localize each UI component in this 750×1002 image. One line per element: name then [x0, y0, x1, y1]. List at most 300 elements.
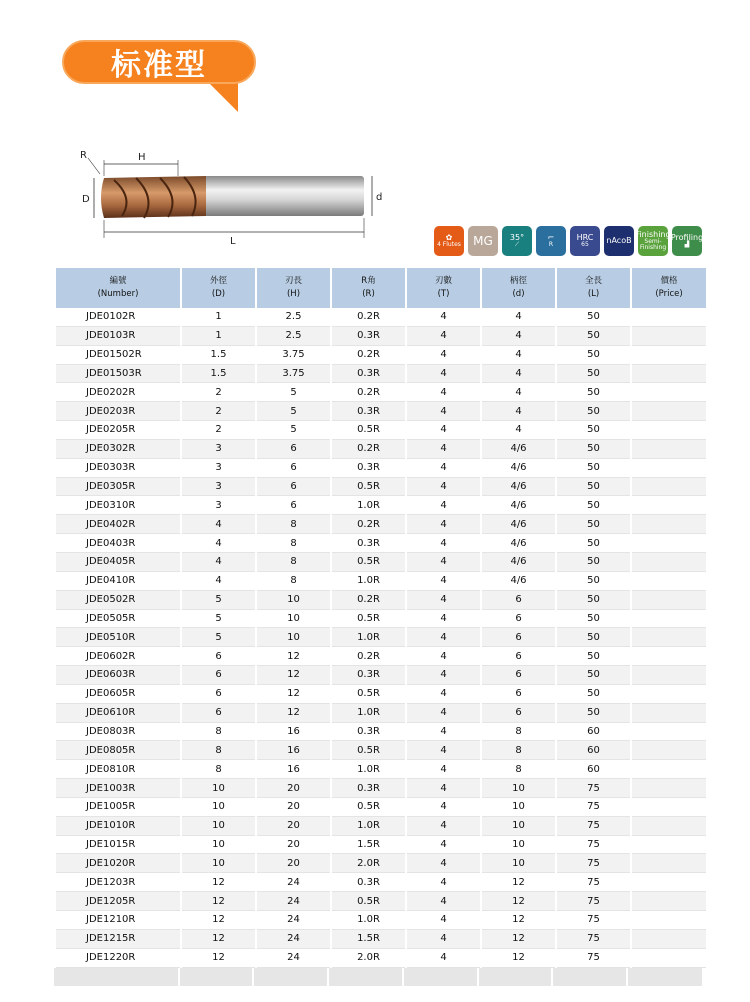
table-cell: 2	[182, 402, 255, 421]
table-cell: 6	[257, 496, 330, 515]
table-cell: JDE1010R	[56, 817, 180, 836]
table-cell: 24	[257, 892, 330, 911]
table-cell: 12	[182, 930, 255, 949]
table-cell: 60	[557, 760, 630, 779]
icon-line-2: ▟	[684, 241, 690, 248]
table-cell: 0.2R	[332, 591, 405, 610]
hrc-65-icon	[570, 226, 600, 256]
table-cell: 1	[182, 308, 255, 327]
table-cell: 2.5	[257, 308, 330, 327]
table-row	[56, 854, 706, 873]
table-cell: 75	[557, 817, 630, 836]
column-header-en: (L)	[587, 289, 600, 299]
table-cell: 50	[557, 421, 630, 440]
table-cell: 1.5	[182, 346, 255, 365]
table-cell: 4	[407, 421, 480, 440]
table-cell	[632, 572, 706, 591]
table-cell: 8	[257, 572, 330, 591]
table-cell: 10	[257, 591, 330, 610]
table-cell: 0.3R	[332, 666, 405, 685]
table-cell: 4	[407, 949, 480, 968]
table-cell: 2.5	[257, 327, 330, 346]
table-cell: 4	[407, 610, 480, 629]
icon-line-1: 35°	[509, 233, 525, 242]
table-cell	[632, 666, 706, 685]
table-row	[56, 591, 706, 610]
table-cell: 12	[182, 911, 255, 930]
table-cell: 1.5	[182, 365, 255, 384]
table-cell: 4	[182, 515, 255, 534]
table-cell: 8	[182, 741, 255, 760]
table-cell: 10	[257, 628, 330, 647]
table-cell: 4	[482, 327, 555, 346]
table-cell: 75	[557, 798, 630, 817]
icon-line-1: Profiling	[670, 233, 704, 242]
table-cell: 6	[482, 610, 555, 629]
table-cell: JDE0405R	[56, 553, 180, 572]
label-l: L	[230, 236, 236, 247]
table-cell: 4	[407, 572, 480, 591]
table-cell: 6	[182, 666, 255, 685]
table-cell: 24	[257, 911, 330, 930]
table-cell: 0.5R	[332, 421, 405, 440]
column-header	[632, 268, 706, 308]
table-cell: 2	[182, 421, 255, 440]
table-cell: 3	[182, 459, 255, 478]
table-cell	[632, 534, 706, 553]
table-cell: 3	[182, 440, 255, 459]
table-cell: JDE0402R	[56, 515, 180, 534]
table-cell: 3.75	[257, 346, 330, 365]
table-cell	[632, 478, 706, 497]
table-cell: 4	[407, 515, 480, 534]
table-cell: 4	[407, 930, 480, 949]
table-cell: 75	[557, 892, 630, 911]
table-row	[56, 402, 706, 421]
table-cell	[632, 873, 706, 892]
table-cell	[632, 685, 706, 704]
table-cell	[632, 723, 706, 742]
table-cell: JDE0602R	[56, 647, 180, 666]
table-cell: 50	[557, 628, 630, 647]
table-cell: JDE0102R	[56, 308, 180, 327]
table-cell: 75	[557, 949, 630, 968]
table-cell: 50	[557, 610, 630, 629]
finishing-icon	[635, 226, 671, 256]
table-cell: JDE01503R	[56, 365, 180, 384]
shank	[204, 176, 364, 216]
table-cell: 6	[482, 647, 555, 666]
table-cell: 6	[182, 647, 255, 666]
column-header	[257, 268, 330, 308]
table-row	[56, 365, 706, 384]
table-cell: 12	[257, 704, 330, 723]
column-header-en: (H)	[286, 289, 301, 299]
table-cell: 4	[407, 723, 480, 742]
table-cell: 6	[257, 440, 330, 459]
icon-line-2: 65	[581, 241, 589, 248]
table-cell: 50	[557, 496, 630, 515]
table-cell: JDE0505R	[56, 610, 180, 629]
label-r: R	[80, 150, 87, 161]
column-header-zh: 刃數	[434, 276, 452, 286]
table-row	[56, 704, 706, 723]
table-cell: 16	[257, 741, 330, 760]
column-header-en: (R)	[362, 289, 375, 299]
table-cell: 4	[407, 440, 480, 459]
spec-table	[54, 268, 708, 968]
table-row	[56, 478, 706, 497]
table-row	[56, 949, 706, 968]
table-row	[56, 346, 706, 365]
table-cell: 10	[182, 836, 255, 855]
table-cell: 3.75	[257, 365, 330, 384]
title-banner	[62, 40, 256, 84]
table-cell: 4	[407, 308, 480, 327]
table-cell	[632, 421, 706, 440]
table-cell: 0.2R	[332, 515, 405, 534]
table-cell: 0.2R	[332, 383, 405, 402]
table-cell: 8	[182, 760, 255, 779]
column-header-zh: 刃長	[284, 276, 302, 286]
table-body	[56, 308, 706, 968]
table-cell: 6	[257, 478, 330, 497]
table-cell: 6	[482, 591, 555, 610]
table-row	[56, 873, 706, 892]
table-cell: 75	[557, 930, 630, 949]
table-row	[56, 628, 706, 647]
column-header	[557, 268, 630, 308]
column-header-en: (T)	[437, 289, 450, 299]
table-row	[56, 930, 706, 949]
table-cell: 50	[557, 553, 630, 572]
table-cell: 4	[407, 496, 480, 515]
feature-icons	[434, 226, 702, 256]
table-cell: JDE0502R	[56, 591, 180, 610]
table-cell: 0.5R	[332, 741, 405, 760]
table-cell: 4/6	[482, 553, 555, 572]
table-cell: 0.5R	[332, 892, 405, 911]
table-cell	[632, 911, 706, 930]
table-cell: 50	[557, 365, 630, 384]
table-cell	[632, 327, 706, 346]
table-cell	[632, 308, 706, 327]
table-cell: JDE1220R	[56, 949, 180, 968]
table-cell: 2	[182, 383, 255, 402]
table-cell: 4	[482, 308, 555, 327]
table-cell: 10	[482, 798, 555, 817]
table-cell: 4	[407, 534, 480, 553]
table-cell: 5	[257, 383, 330, 402]
table-cell	[632, 836, 706, 855]
4-flutes-icon	[434, 226, 464, 256]
table-cell: 4/6	[482, 496, 555, 515]
table-cell: 75	[557, 854, 630, 873]
table-cell: 0.3R	[332, 873, 405, 892]
table-cell: JDE1205R	[56, 892, 180, 911]
table-cell: 4	[482, 365, 555, 384]
table-cell: 75	[557, 873, 630, 892]
table-cell	[632, 930, 706, 949]
table-cell	[632, 515, 706, 534]
table-cell: 4	[407, 553, 480, 572]
table-cell: JDE0205R	[56, 421, 180, 440]
page-title: 标准型	[111, 48, 207, 83]
table-cell: 10	[482, 779, 555, 798]
table-cell: 5	[257, 421, 330, 440]
helix-35-icon	[502, 226, 532, 256]
table-cell: 4	[482, 346, 555, 365]
table-row	[56, 440, 706, 459]
radius-icon	[536, 226, 566, 256]
table-cell: 6	[482, 685, 555, 704]
icon-line-2: Semi-Finishing	[639, 238, 667, 251]
table-cell: JDE0805R	[56, 741, 180, 760]
table-cell	[632, 402, 706, 421]
table-cell: 0.2R	[332, 346, 405, 365]
table-cell: 12	[482, 873, 555, 892]
table-cell: 50	[557, 515, 630, 534]
table-row	[56, 496, 706, 515]
table-cell: 4	[407, 741, 480, 760]
table-cell: 50	[557, 478, 630, 497]
table-cell	[632, 628, 706, 647]
table-cell	[632, 817, 706, 836]
table-cell: 0.2R	[332, 440, 405, 459]
table-cell: 4	[407, 365, 480, 384]
table-cell	[632, 741, 706, 760]
table-cell: JDE1003R	[56, 779, 180, 798]
table-cell	[632, 496, 706, 515]
table-cell: JDE0303R	[56, 459, 180, 478]
mg-icon	[468, 226, 498, 256]
table-cell: 1.0R	[332, 911, 405, 930]
table-cell	[632, 440, 706, 459]
table-cell: 4	[407, 836, 480, 855]
end-mill-drawing	[74, 148, 394, 248]
table-cell: 20	[257, 817, 330, 836]
icon-line-1: HRC	[576, 233, 594, 242]
table-row	[56, 383, 706, 402]
table-cell: JDE1203R	[56, 873, 180, 892]
table-row	[56, 459, 706, 478]
table-cell: 3	[182, 496, 255, 515]
table-cell	[632, 854, 706, 873]
table-cell: JDE0305R	[56, 478, 180, 497]
table-cell: 4/6	[482, 534, 555, 553]
table-cell: 50	[557, 704, 630, 723]
profiling-icon	[672, 226, 702, 256]
table-cell: JDE0803R	[56, 723, 180, 742]
table-cell: 12	[182, 892, 255, 911]
table-cell: 12	[482, 949, 555, 968]
table-row	[56, 817, 706, 836]
table-cell: 50	[557, 346, 630, 365]
table-cell: 5	[182, 610, 255, 629]
table-cell: 4	[182, 534, 255, 553]
table-cell	[632, 383, 706, 402]
table-cell: 1.0R	[332, 704, 405, 723]
table-cell: 16	[257, 723, 330, 742]
table-cell: 50	[557, 402, 630, 421]
table-cell: 4	[482, 402, 555, 421]
table-cell: 4/6	[482, 478, 555, 497]
table-cell: 1.5R	[332, 836, 405, 855]
table-cell: 10	[482, 817, 555, 836]
column-header-zh: 柄徑	[509, 276, 527, 286]
table-cell: JDE01502R	[56, 346, 180, 365]
table-cell: 24	[257, 930, 330, 949]
column-header-en: (Number)	[97, 289, 139, 299]
table-cell	[632, 704, 706, 723]
table-cell: 10	[182, 779, 255, 798]
table-cell: 1.0R	[332, 496, 405, 515]
column-header-zh: R角	[361, 276, 376, 286]
icon-line-2: ⟋	[514, 241, 520, 248]
table-cell: 4	[407, 628, 480, 647]
table-cell: 12	[182, 949, 255, 968]
table-cell: 6	[482, 704, 555, 723]
table-cell: 10	[482, 854, 555, 873]
table-row	[56, 666, 706, 685]
table-cell: 1.0R	[332, 572, 405, 591]
table-cell	[632, 365, 706, 384]
icon-line-1: ✿	[445, 233, 453, 242]
table-row	[56, 836, 706, 855]
label-d-big: D	[82, 194, 90, 205]
table-cell	[632, 591, 706, 610]
table-cell: 4/6	[482, 440, 555, 459]
table-cell: 0.3R	[332, 534, 405, 553]
table-cell	[632, 647, 706, 666]
table-row	[56, 685, 706, 704]
table-cell: 4	[407, 911, 480, 930]
table-cell: 12	[257, 666, 330, 685]
table-cell: 50	[557, 327, 630, 346]
table-row	[56, 647, 706, 666]
table-cell: 0.3R	[332, 723, 405, 742]
table-cell: 50	[557, 440, 630, 459]
table-cell: 50	[557, 666, 630, 685]
table-cell: 4	[407, 760, 480, 779]
table-cell: 4	[407, 346, 480, 365]
table-cell: 5	[182, 628, 255, 647]
table-cell: 50	[557, 647, 630, 666]
table-cell: 2.0R	[332, 854, 405, 873]
table-cell: 1.0R	[332, 760, 405, 779]
table-cell: 6	[482, 628, 555, 647]
table-cell: 12	[482, 892, 555, 911]
nacob-icon	[604, 226, 634, 256]
table-cell: 0.5R	[332, 798, 405, 817]
table-cell	[632, 459, 706, 478]
table-cell: 8	[257, 553, 330, 572]
icon-line-1: Finishing	[635, 230, 671, 239]
table-cell: 1.5R	[332, 930, 405, 949]
table-cell: JDE0603R	[56, 666, 180, 685]
table-cell: JDE0605R	[56, 685, 180, 704]
table-cell: 60	[557, 741, 630, 760]
table-row	[56, 760, 706, 779]
table-cell: 0.3R	[332, 779, 405, 798]
table-cell: 20	[257, 779, 330, 798]
table-cell: 12	[482, 930, 555, 949]
table-cell: 8	[482, 760, 555, 779]
table-cell: 4	[407, 892, 480, 911]
table-cell: 8	[257, 515, 330, 534]
table-cell: 50	[557, 572, 630, 591]
table-cell: 50	[557, 685, 630, 704]
table-cell: 75	[557, 911, 630, 930]
column-header-en: (D)	[211, 289, 226, 299]
table-cell: 0.3R	[332, 327, 405, 346]
table-cell: 4	[407, 459, 480, 478]
table-cell: 0.3R	[332, 459, 405, 478]
table-cell: 2.0R	[332, 949, 405, 968]
table-cell: 4/6	[482, 515, 555, 534]
table-cell: 4	[407, 478, 480, 497]
table-cell: 4/6	[482, 459, 555, 478]
table-cell: JDE0410R	[56, 572, 180, 591]
table-header-row	[56, 268, 706, 308]
table-cell: 5	[182, 591, 255, 610]
table-cell: 4	[407, 591, 480, 610]
table-row	[56, 553, 706, 572]
column-header-zh: 外徑	[209, 276, 227, 286]
table-cell: 5	[257, 402, 330, 421]
table-cell: 50	[557, 534, 630, 553]
table-cell: 0.5R	[332, 553, 405, 572]
table-cell: 8	[182, 723, 255, 742]
table-row	[56, 308, 706, 327]
table-cell	[632, 798, 706, 817]
icon-line-2: 4 Flutes	[437, 241, 461, 248]
label-d-small: d	[376, 192, 383, 203]
table-cell: JDE1015R	[56, 836, 180, 855]
table-cell	[632, 892, 706, 911]
table-cell: 50	[557, 383, 630, 402]
table-cell: 16	[257, 760, 330, 779]
icon-line-2: R	[548, 241, 554, 248]
table-cell: 1.0R	[332, 628, 405, 647]
table-cell: 12	[182, 873, 255, 892]
table-cell: 4	[407, 685, 480, 704]
column-header-en: (d)	[512, 289, 525, 299]
table-cell: 24	[257, 949, 330, 968]
table-cell: 10	[182, 854, 255, 873]
table-cell: 4	[182, 572, 255, 591]
table-cell	[632, 553, 706, 572]
table-cell: 0.3R	[332, 365, 405, 384]
table-cell: JDE0810R	[56, 760, 180, 779]
table-cell: 0.2R	[332, 308, 405, 327]
table-cell: 12	[257, 647, 330, 666]
table-cell: 3	[182, 478, 255, 497]
table-cell: 0.3R	[332, 402, 405, 421]
column-header	[56, 268, 180, 308]
table-cell: 24	[257, 873, 330, 892]
table-cell: JDE1020R	[56, 854, 180, 873]
table-row	[56, 798, 706, 817]
table-cell: 50	[557, 459, 630, 478]
table-cell: JDE0310R	[56, 496, 180, 515]
table-row	[56, 327, 706, 346]
column-header	[407, 268, 480, 308]
column-header-zh: 價格	[660, 276, 678, 286]
table-cell: 20	[257, 854, 330, 873]
table-footer-band	[54, 968, 702, 986]
table-row	[56, 534, 706, 553]
